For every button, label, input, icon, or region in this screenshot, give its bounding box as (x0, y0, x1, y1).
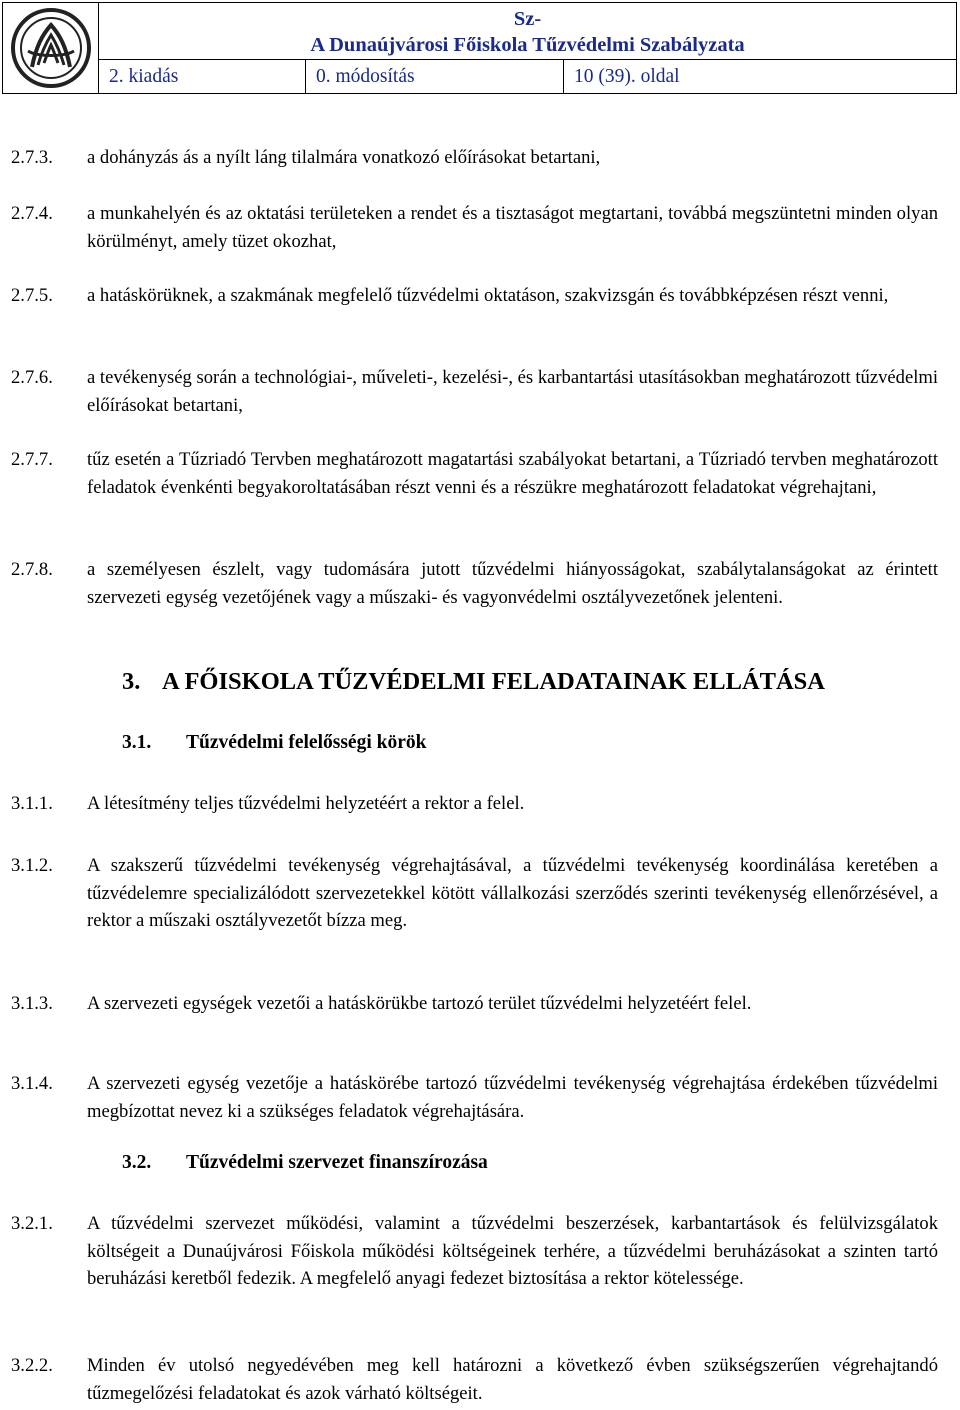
item-text: Minden év utolsó negyedévében meg kell határozni a következő évben szükségszerűen végrehajtandó tűzmegelőzési feladatokat és azok várható költségeit. (87, 1355, 938, 1404)
subsection-number: 3.2. (122, 1152, 152, 1173)
section-title: A FŐISKOLA TŰZVÉDELMI FELADATAINAK ELLÁTÁSA (162, 668, 825, 695)
list-item (11, 446, 938, 501)
item-text: a tevékenység során a technológiai-, műveleti-, kezelési-, és karbantartási utasításokban meghatározott tűzvédelmi előírásokat betartani, (87, 367, 938, 416)
item-number: 2.7.6. (11, 367, 53, 388)
item-number: 2.7.5. (11, 285, 53, 306)
item-number: 3.1.2. (11, 855, 53, 876)
list-item (11, 144, 938, 172)
item-text: A szakszerű tűzvédelmi tevékenység végrehajtásával, a tűzvédelmi tevékenység koordinálása keretében a tűzvédelemre specializálódott szervezetekkel kötött vállalkozási szerződés szerinti tevékenység ellenőrzésével, a rektor a műszaki osztályvezetőt bízza meg. (87, 855, 938, 932)
subsection-number: 3.1. (122, 732, 152, 753)
item-text: A létesítmény teljes tűzvédelmi helyzetéért a rektor a felel. (87, 793, 525, 814)
list-item (11, 990, 938, 1018)
header-title-line1: Sz- (513, 8, 542, 30)
item-text: a hatáskörüknek, a szakmának megfelelő tűzvédelmi oktatáson, szakvizsgán és továbbképzésen részt venni, (87, 285, 889, 306)
list-item (11, 200, 938, 255)
item-number: 2.7.8. (11, 559, 53, 580)
item-text: A szervezeti egységek vezetői a hatáskörükbe tartozó terület tűzvédelmi helyzetéért felel. (87, 993, 752, 1014)
document-header (2, 2, 957, 94)
list-item (11, 790, 938, 818)
header-title-line2: A Dunaújvárosi Főiskola Tűzvédelmi Szabályzata (310, 34, 745, 56)
list-item (11, 852, 938, 935)
item-number: 3.1.1. (11, 793, 53, 814)
list-item (11, 1352, 938, 1407)
list-item (11, 282, 938, 310)
section-heading (122, 668, 825, 696)
header-title (99, 3, 956, 60)
list-item (11, 1210, 938, 1293)
item-number: 2.7.4. (11, 203, 53, 224)
item-number: 3.2.1. (11, 1213, 53, 1234)
item-number: 3.2.2. (11, 1355, 53, 1376)
item-number: 2.7.3. (11, 147, 53, 168)
list-item (11, 1070, 938, 1125)
modification-label: 0. módosítás (306, 60, 564, 93)
page-number-label: 10 (39). oldal (574, 66, 680, 87)
subsection-heading (122, 732, 426, 754)
item-text: a munkahelyén és az oktatási területeken a rendet és a tisztaságot megtartani, továbbá megszüntetni minden olyan körülményt, amely tüzet okozhat, (87, 203, 938, 252)
item-text: tűz esetén a Tűzriadó Tervben meghatározott magatartási szabályokat betartani, a Tűzriadó tervben meghatározott feladatok évenkénti begyakoroltatásában részt venni és a részükre meghatározott feladatokat végrehajtani, (87, 449, 938, 498)
item-number: 3.1.4. (11, 1073, 53, 1094)
college-seal-logo-icon (10, 7, 92, 89)
item-text: A tűzvédelmi szervezet működési, valamint a tűzvédelmi beszerzések, karbantartások és felülvizsgálatok költségeit a Dunaújvárosi Főiskola működési költségeinek terhére, a tűzvédelmi beruházásokat a szinten tartó beruházási keretből fedezik. A megfelelő anyagi fedezet biztosítása a rektor kötelessége. (87, 1213, 938, 1290)
subsection-title: Tűzvédelmi szervezet finanszírozása (186, 1152, 488, 1173)
item-text: A szervezeti egység vezetője a hatáskörébe tartozó tűzvédelmi tevékenység végrehajtása érdekében tűzvédelmi megbízottat nevez ki a szükséges feladatok végrehajtására. (87, 1073, 938, 1122)
edition-label: 2. kiadás (99, 60, 306, 93)
item-text: a személyesen észlelt, vagy tudomására jutott tűzvédelmi hiányosságokat, szabálytalanságokat az érintett szervezeti egység vezetőjének vagy a műszaki- és vagyonvédelmi osztályvezetőnek jelenteni. (87, 559, 938, 608)
item-text: a dohányzás ás a nyílt láng tilalmára vonatkozó előírásokat betartani, (87, 147, 601, 168)
subsection-heading (122, 1152, 488, 1174)
subsection-title: Tűzvédelmi felelősségi körök (186, 732, 427, 753)
item-number: 3.1.3. (11, 993, 53, 1014)
section-number: 3. (122, 668, 141, 695)
logo-cell (3, 3, 99, 93)
header-meta-row (99, 60, 956, 93)
list-item (11, 364, 938, 419)
list-item (11, 556, 938, 611)
item-number: 2.7.7. (11, 449, 53, 470)
